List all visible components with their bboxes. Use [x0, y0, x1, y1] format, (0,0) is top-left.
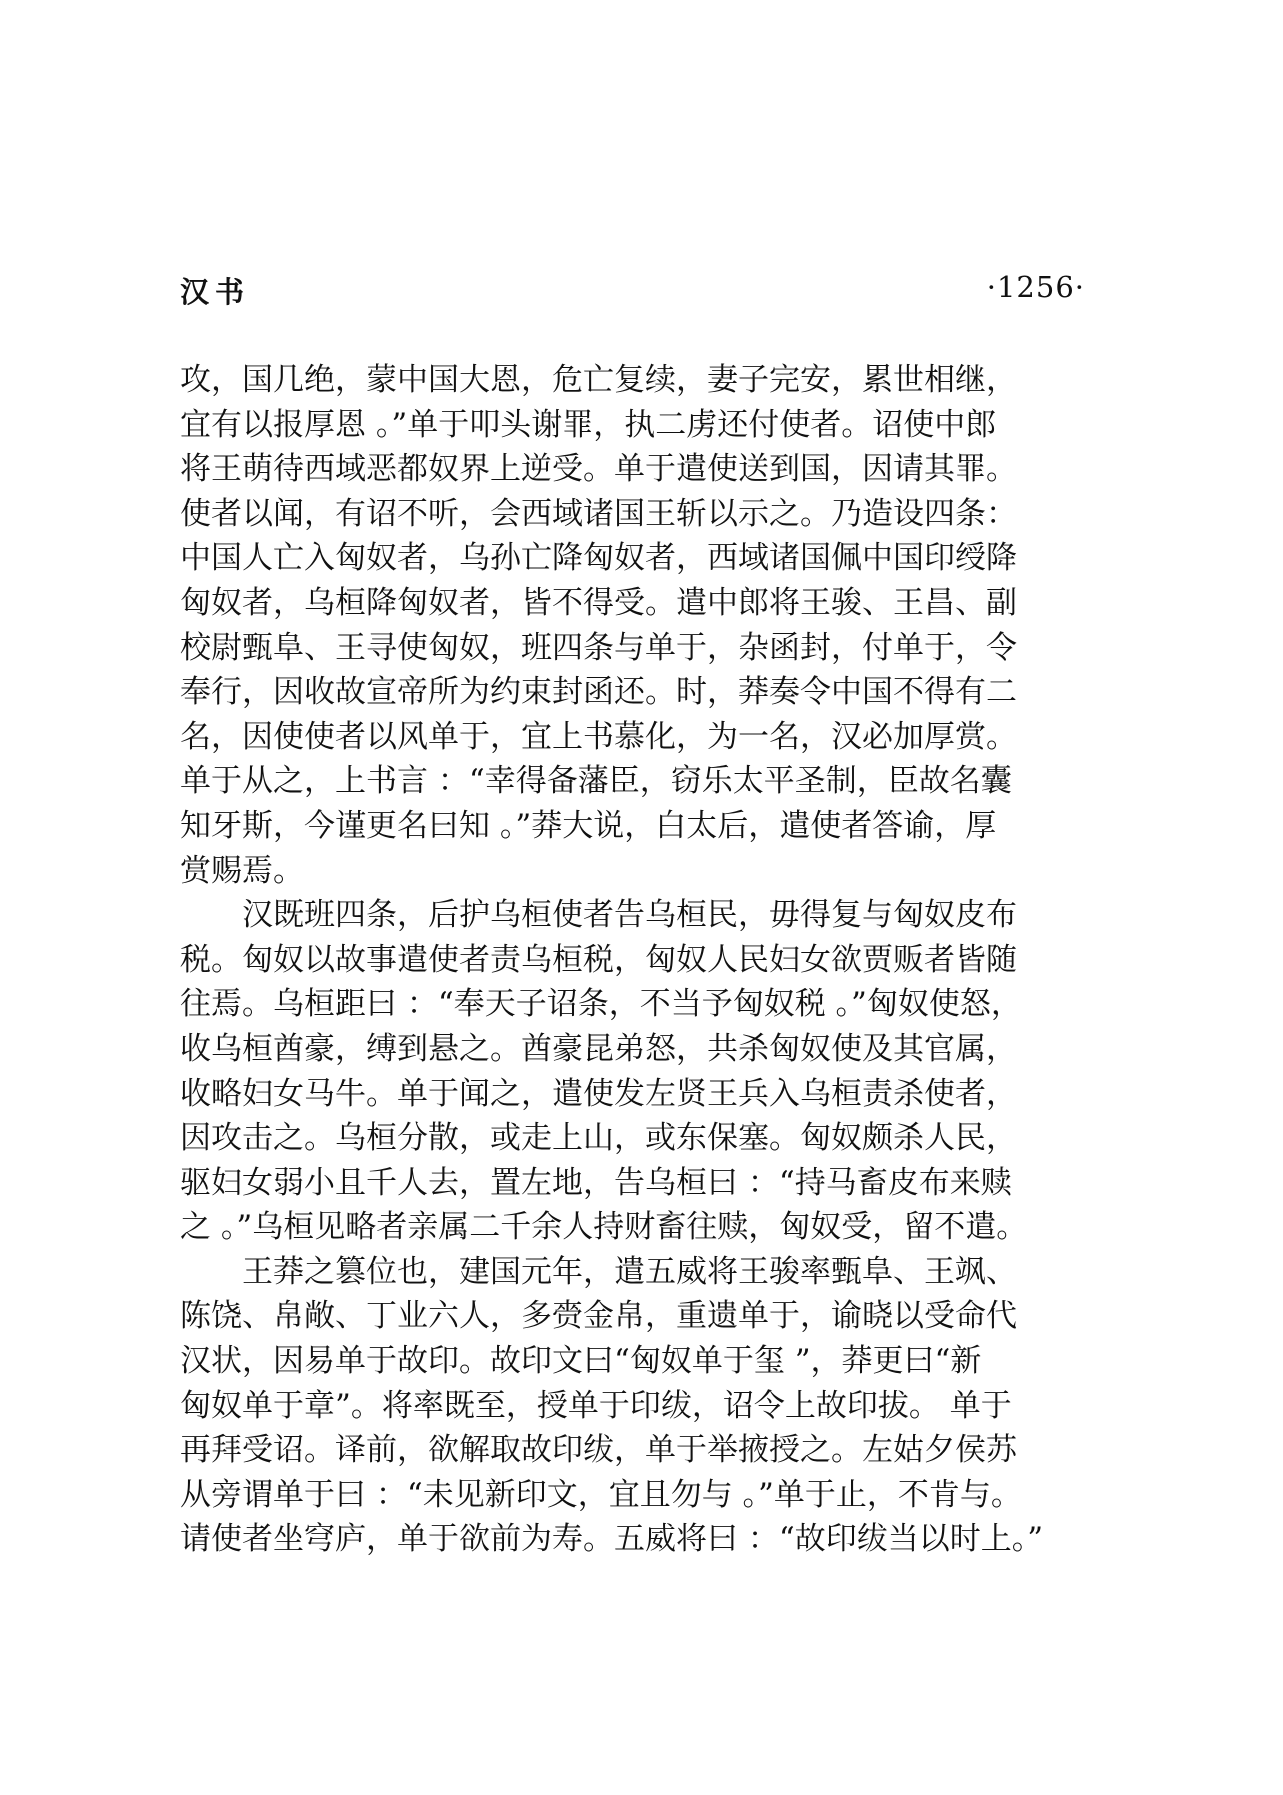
text-line: 知牙斯，今谨更名曰知 。”莽大说，白太后，遣使者答谕，厚	[180, 807, 997, 844]
text-line: 陈饶、帛敞、丁业六人，多赍金帛，重遗单于，谕晓以受命代	[180, 1298, 1017, 1335]
text-line: 税。匈奴以故事遣使者责乌桓税，匈奴人民妇女欲贾贩者皆随	[180, 941, 1017, 978]
page-number: ·1256·	[986, 270, 1085, 304]
body-text	[180, 358, 1085, 1562]
text-line: 收略妇女马牛。单于闻之，遣使发左贤王兵入乌桓责杀使者，	[180, 1075, 1017, 1112]
text-line: 使者以闻，有诏不听，会西域诸国王斩以示之。乃造设四条：	[180, 495, 1017, 532]
text-line: 名，因使使者以风单于，宜上书慕化，为一名，汉必加厚赏。	[180, 718, 1017, 755]
text-line: 校尉甄阜、王寻使匈奴，班四条与单于，杂函封，付单于，令	[180, 629, 1017, 666]
running-head	[180, 270, 1085, 310]
text-line: 收乌桓酋豪，缚到悬之。酋豪昆弟怒，共杀匈奴使及其官属，	[180, 1030, 1017, 1067]
text-line: 将王萌待西域恶都奴界上逆受。单于遣使送到国，因请其罪。	[180, 451, 1017, 488]
text-line: 宜有以报厚恩 。”单于叩头谢罪，执二虏还付使者。诏使中郎	[180, 406, 997, 443]
text-line: 再拜受诏。译前，欲解取故印绂，单于举掖授之。左姑夕侯苏	[180, 1432, 1017, 1469]
paragraph-start-line: 汉既班四条，后护乌桓使者告乌桓民，毋得复与匈奴皮布	[242, 897, 1017, 934]
text-line: 驱妇女弱小且千人去，置左地，告乌桓曰 ：“持马畜皮布来赎	[180, 1164, 1012, 1201]
book-title: 汉书	[180, 275, 251, 309]
text-line: 赏赐焉。	[180, 852, 304, 889]
text-line: 之 。”乌桓见略者亲属二千余人持财畜往赎，匈奴受，留不遣。	[180, 1209, 1028, 1246]
text-line: 从旁谓单于曰 ：“未见新印文，宜且勿与 。”单于止，不肯与。	[180, 1476, 1022, 1513]
text-line: 奉行，因收故宣帝所为约束封函还。时，莽奏令中国不得有二	[180, 674, 1017, 711]
text-line: 单于从之，上书言 ：“幸得备藩臣，窃乐太平圣制，臣故名囊	[180, 763, 1012, 800]
text-line: 中国人亡入匈奴者，乌孙亡降匈奴者，西域诸国佩中国印绶降	[180, 540, 1017, 577]
text-line: 汉状，因易单于故印。故印文曰“匈奴单于玺 ”，莽更曰“新	[180, 1343, 982, 1380]
text-line: 往焉。乌桓距曰 ：“奉天子诏条，不当予匈奴税 。”匈奴使怒，	[180, 986, 1022, 1023]
text-line: 匈奴单于章”。将率既至，授单于印绂，诏令上故印拔。 单于	[180, 1387, 1012, 1424]
text-line: 因攻击之。乌桓分散，或走上山，或东保塞。匈奴颇杀人民，	[180, 1120, 1017, 1157]
text-line: 攻，国几绝，蒙中国大恩，危亡复续，妻子完安，累世相继，	[180, 362, 1017, 398]
paragraph-start-line: 王莽之篡位也，建国元年，遣五威将王骏率甄阜、王飒、	[242, 1253, 1017, 1290]
text-line: 匈奴者，乌桓降匈奴者，皆不得受。遣中郎将王骏、王昌、副	[180, 584, 1017, 621]
text-line: 请使者坐穹庐，单于欲前为寿。五威将曰 ：“故印绂当以时上。”	[180, 1521, 1044, 1558]
